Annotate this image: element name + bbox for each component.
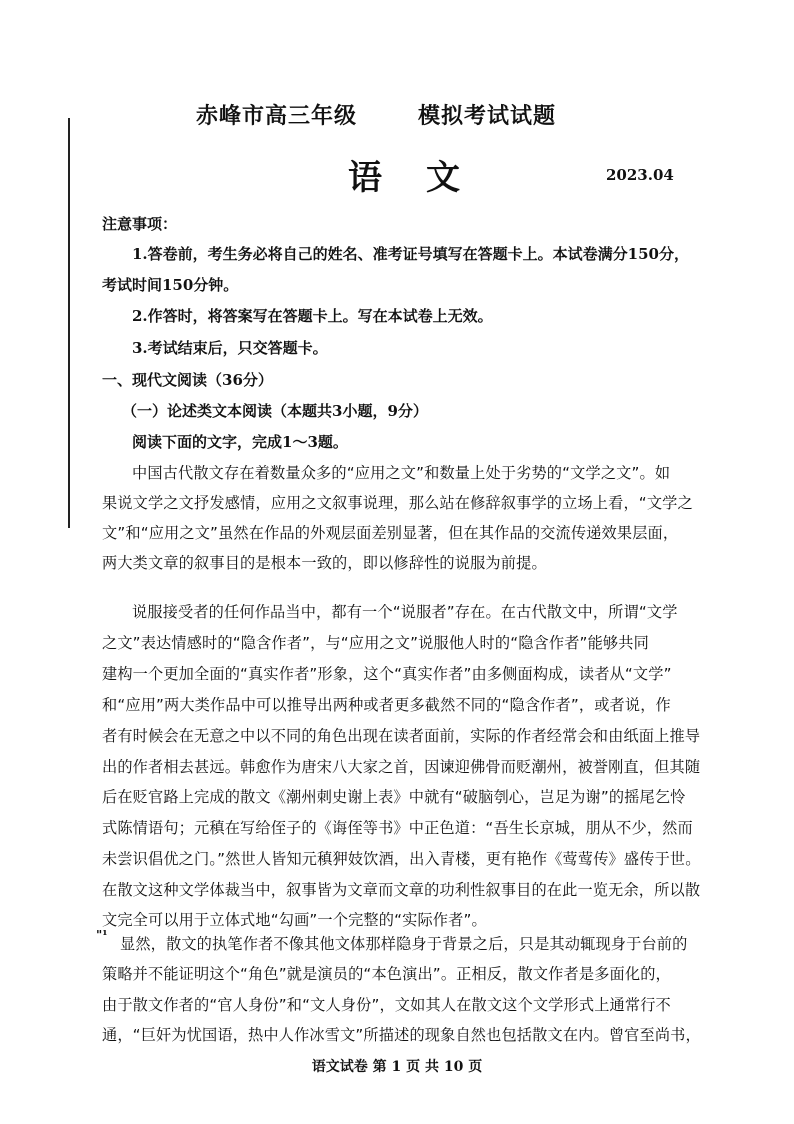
- passage-line: 式陈情语句；元稹在写给侄子的《诲侄等书》中正色道：“吾生长京城，朋从不少，然而: [102, 819, 693, 837]
- stray-mark: "¹: [96, 928, 108, 942]
- reading-instruction: 阅读下面的文字，完成1～3题。: [132, 433, 348, 451]
- passage-line: 文”和“应用之文”虽然在作品的外观层面差别显著，但在其作品的交流传递效果层面，: [102, 524, 679, 542]
- passage-line: 者有时候会在无意之中以不同的角色出现在读者面前，实际的作者经常会和由纸面上推导: [102, 727, 701, 745]
- passage-line: 后在贬官路上完成的散文《潮州刺史谢上表》中就有“破脑刳心，岂足为谢”的摇尾乞怜: [102, 788, 686, 806]
- notes-item-1: 1.答卷前，考生务必将自己的姓名、准考证号填写在答题卡上。本试卷满分150分，: [132, 245, 689, 263]
- passage-line: 和“应用”两大类作品中可以推导出两种或者更多截然不同的“隐含作者”，或者说，作: [102, 696, 671, 714]
- notes-item-2: 2.作答时，将答案写在答题卡上。写在本试卷上无效。: [132, 307, 493, 325]
- passage-line: 果说文学之文抒发感情，应用之文叙事说理，那么站在修辞叙事学的立场上看，“文学之: [102, 494, 693, 512]
- passage-line: 未尝识倡优之门。”然世人皆知元稹狎妓饮酒，出入青楼，更有艳作《莺莺传》盛传于世。: [102, 850, 701, 868]
- margin-line: [68, 118, 70, 528]
- passage-line: 文完全可以用于立体式地“勾画”一个完整的“实际作者”。: [102, 911, 487, 929]
- notes-item-1-cont: 考试时间150分钟。: [102, 276, 239, 294]
- section-heading: 一、现代文阅读（36分）: [102, 371, 273, 389]
- passage-line: 之文”表达情感时的“隐含作者”，与“应用之文”说服他人时的“隐含作者”能够共同: [102, 634, 649, 652]
- passage-line: 两大类文章的叙事目的是根本一致的，即以修辞性的说服为前提。: [102, 554, 547, 572]
- subsection-heading: （一）论述类文本阅读（本题共3小题，9分）: [122, 402, 428, 420]
- exam-title-region: 赤峰市高三年级: [196, 103, 358, 129]
- subject-title: 语文: [348, 158, 504, 198]
- passage-line: 由于散文作者的“官人身份”和“文人身份”，文如其人在散文这个文学形式上通常行不: [102, 996, 671, 1014]
- passage-line: 在散文这种文学体裁当中，叙事皆为文章而文章的功利性叙事目的在此一览无余，所以散: [102, 881, 701, 899]
- passage-line: 显然，散文的执笔作者不像其他文体那样隐身于背景之后，只是其动辄现身于台前的: [120, 935, 688, 953]
- page-footer: 语文试卷 第 1 页 共 10 页: [311, 1059, 483, 1075]
- passage-line: 说服接受者的任何作品当中，都有一个“说服者”存在。在古代散文中，所谓“文学: [132, 603, 678, 621]
- exam-date: 2023.04: [606, 166, 674, 184]
- notes-item-3: 3.考试结束后，只交答题卡。: [132, 339, 328, 357]
- passage-line: 策略并不能证明这个“角色”就是演员的“本色演出”。正相反，散文作者是多面化的，: [102, 965, 671, 983]
- notes-heading: 注意事项：: [102, 215, 178, 233]
- passage-line: 出的作者相去甚远。韩愈作为唐宋八大家之首，因谏迎佛骨而贬潮州，被誉刚直，但其随: [102, 758, 701, 776]
- exam-title: [0, 99, 794, 133]
- passage-line: 中国古代散文存在着数量众多的“应用之文”和数量上处于劣势的“文学之文”。如: [132, 464, 671, 482]
- exam-title-type: 模拟考试试题: [418, 103, 557, 129]
- passage-line: 建构一个更加全面的“真实作者”形象，这个“真实作者”由多侧面构成，读者从“文学”: [102, 665, 672, 683]
- passage-line: 通，“巨奸为忧国语，热中人作冰雪文”所描述的现象自然也包括散文在内。曾官至尚书，: [102, 1026, 701, 1044]
